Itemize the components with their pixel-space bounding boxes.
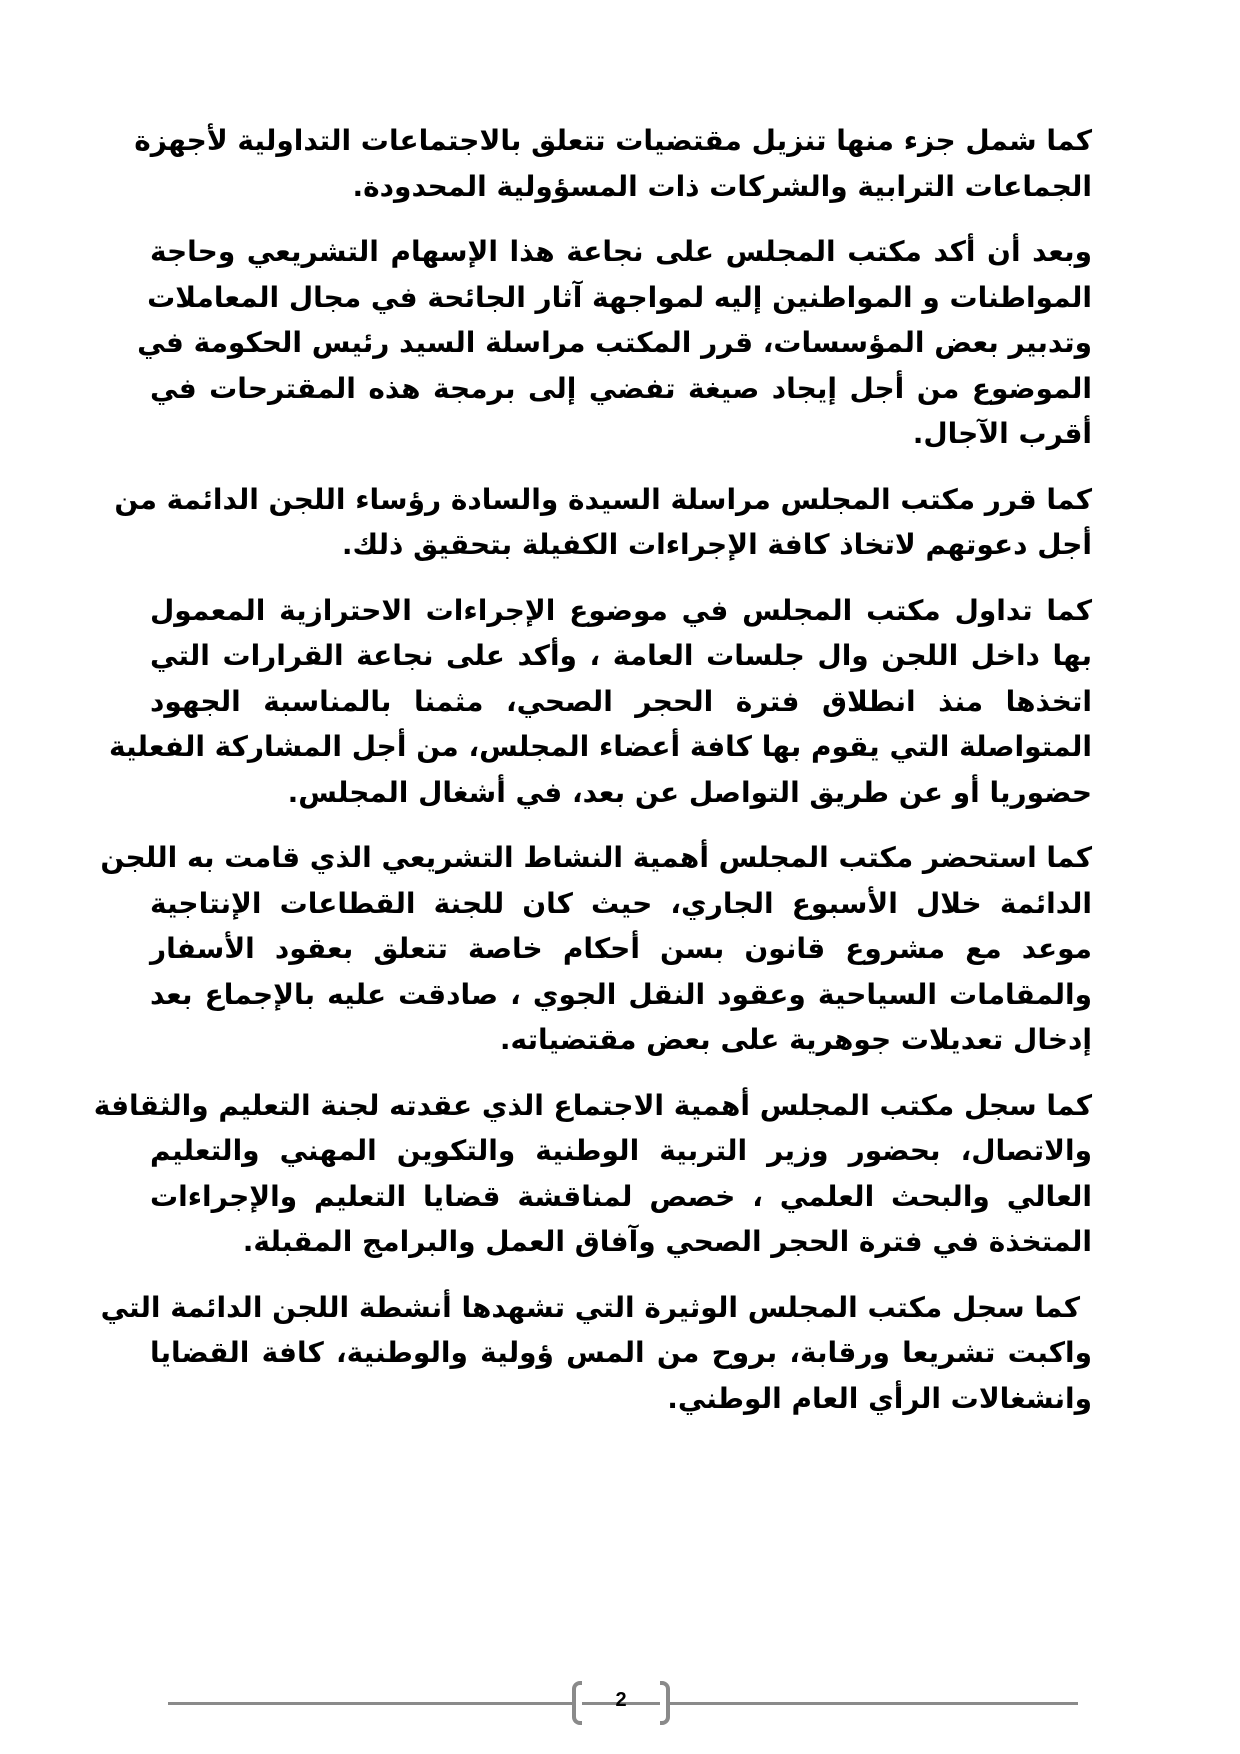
paragraph-3 <box>114 477 1092 568</box>
text-line: كما تداول مكتب المجلس في موضوع الإجراءات الاحترازية المعمول <box>150 593 1092 627</box>
text-line: واكبت تشريعا ورقابة، بروح من المس ؤولية والوطنية، كافة القضايا <box>150 1336 1092 1369</box>
text-line: أجل دعوتهم لاتخاذ كافة الإجراءات الكفيلة بتحقيق ذلك. <box>341 528 1092 561</box>
text-line: وبعد أن أكد مكتب المجلس على نجاعة هذا الإسهام التشريعي وحاجة <box>150 235 1092 268</box>
text-line: وتدبير بعض المؤسسات، قرر المكتب مراسلة السيد رئيس الحكومة في <box>137 326 1092 359</box>
paragraph-1 <box>134 118 1092 209</box>
text-line: بها داخل اللجن وال جلسات العامة ، وأكد على نجاعة القرارات التي <box>150 639 1092 672</box>
paragraph-4 <box>109 588 1092 816</box>
text-line: إدخال تعديلات جوهرية على بعض مقتضياته. <box>499 1023 1092 1056</box>
text-line: الدائمة خلال الأسبوع الجاري، حيث كان للجنة القطاعات الإنتاجية <box>150 886 1092 920</box>
paragraph-6 <box>93 1083 1092 1265</box>
text-line: الموضوع من أجل إيجاد صيغة تفضي إلى برمجة هذه المقترحات في <box>150 371 1092 405</box>
text-line: العالي والبحث العلمي ، خصص لمناقشة قضايا التعليم والإجراءات <box>150 1179 1092 1213</box>
document-body <box>93 118 1092 1441</box>
page-number-frame <box>572 1681 670 1727</box>
text-line: وانشغالات الرأي العام الوطني. <box>667 1381 1092 1415</box>
page-number: 2 <box>615 1689 627 1711</box>
text-line: أقرب الآجال. <box>912 417 1092 450</box>
text-line: المتخذة في فترة الحجر الصحي وآفاق العمل والبرامج المقبلة. <box>242 1225 1092 1258</box>
text-line: كما سجل مكتب المجلس الوثيرة التي تشهدها أنشطة اللجن الدائمة التي <box>100 1290 1080 1324</box>
text-line: كما سجل مكتب المجلس أهمية الاجتماع الذي عقدته لجنة التعليم والثقافة <box>93 1088 1092 1122</box>
text-line: والاتصال، بحضور وزير التربية الوطنية والتكوين المهني والتعليم <box>150 1134 1092 1167</box>
text-line: كما قرر مكتب المجلس مراسلة السيدة والسادة رؤساء اللجن الدائمة من <box>114 482 1092 516</box>
text-line: والمقامات السياحية وعقود النقل الجوي ، صادقت عليه بالإجماع بعد <box>150 977 1092 1011</box>
text-line: حضوريا أو عن طريق التواصل عن بعد، في أشغال المجلس. <box>287 775 1092 809</box>
text-line: المتواصلة التي يقوم بها كافة أعضاء المجلس، من أجل المشاركة الفعلية <box>109 730 1092 763</box>
paragraph-5 <box>100 835 1092 1063</box>
paragraph-2 <box>137 229 1092 457</box>
text-line: المواطنات و المواطنين إليه لمواجهة آثار الجائحة في مجال المعاملات <box>147 280 1092 314</box>
text-line: الجماعات الترابية والشركات ذات المسؤولية المحدودة. <box>352 169 1092 203</box>
text-line: كما شمل جزء منها تنزيل مقتضيات تتعلق بالاجتماعات التداولية لأجهزة <box>134 124 1092 157</box>
text-line: اتخذها منذ انطلاق فترة الحجر الصحي، مثمنا بالمناسبة الجهود <box>150 684 1092 718</box>
paragraph-7 <box>100 1285 1092 1422</box>
text-line: موعد مع مشروع قانون بسن أحكام خاصة تتعلق بعقود الأسفار <box>150 932 1092 965</box>
text-line: كما استحضر مكتب المجلس أهمية النشاط التشريعي الذي قامت به اللجن <box>100 841 1092 874</box>
